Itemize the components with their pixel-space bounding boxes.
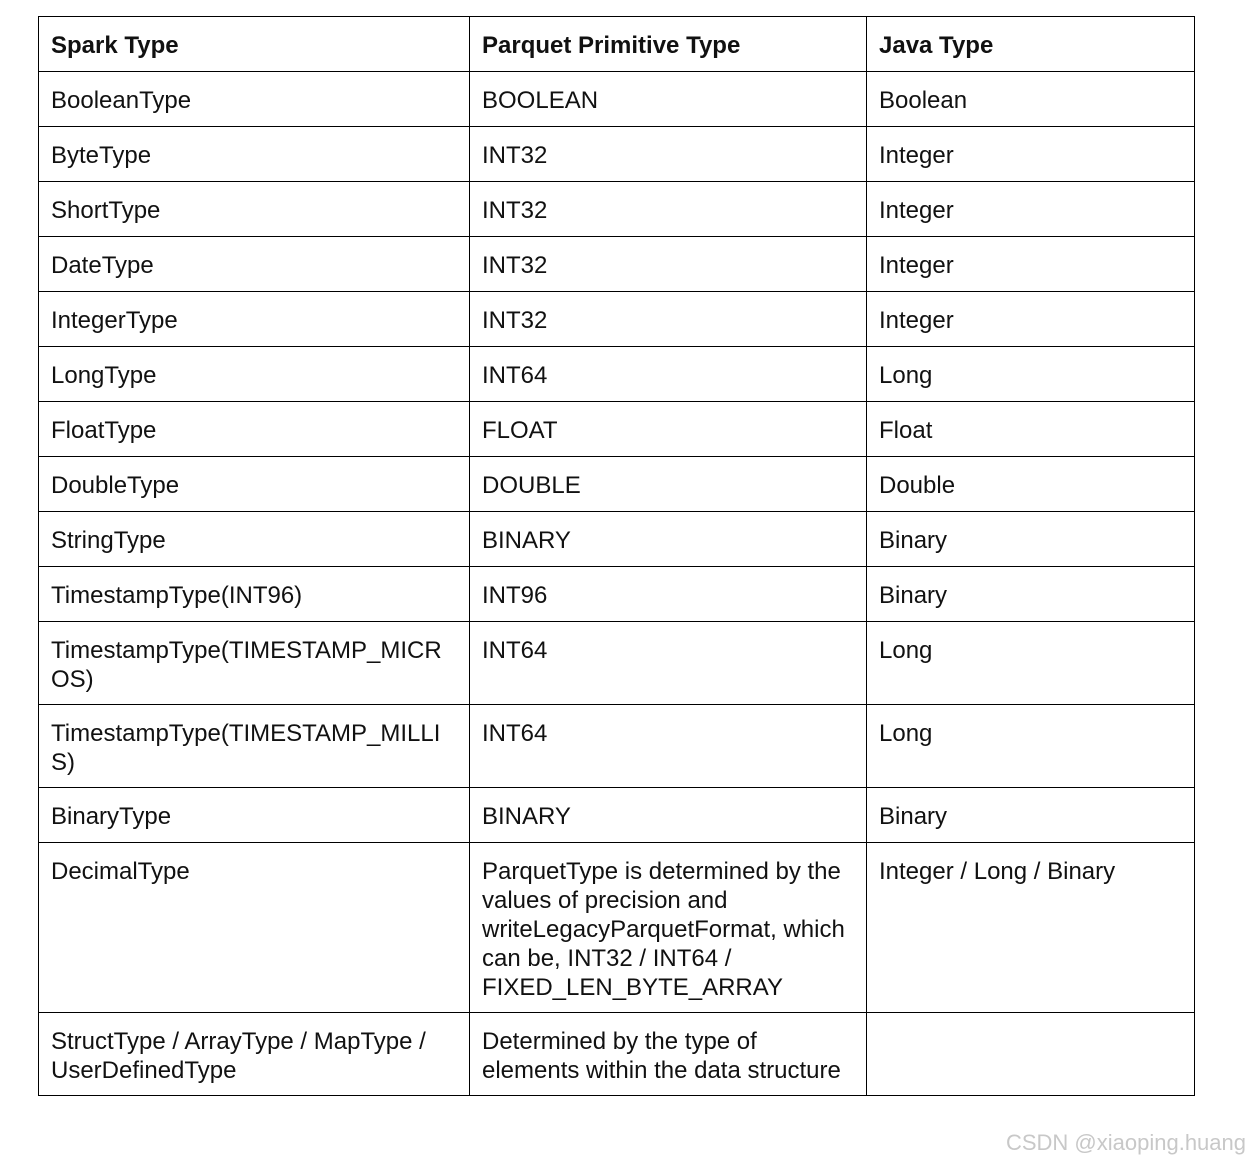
table-row (39, 182, 1195, 237)
spark-type-cell: IntegerType (39, 292, 470, 347)
java-type-cell: Long (867, 705, 1195, 788)
table-row (39, 622, 1195, 705)
table-row (39, 843, 1195, 1013)
java-type-cell: Long (867, 347, 1195, 402)
spark-type-cell: StringType (39, 512, 470, 567)
java-type-cell: Binary (867, 788, 1195, 843)
parquet-type-cell: BOOLEAN (470, 72, 867, 127)
parquet-type-cell: INT64 (470, 705, 867, 788)
parquet-type-cell: Determined by the type of elements within the data structure (470, 1013, 867, 1096)
java-type-cell: Double (867, 457, 1195, 512)
spark-type-cell: DateType (39, 237, 470, 292)
spark-type-cell: DecimalType (39, 843, 470, 1013)
table-row (39, 72, 1195, 127)
parquet-type-cell: INT96 (470, 567, 867, 622)
java-type-cell: Integer (867, 127, 1195, 182)
table-row (39, 705, 1195, 788)
table-row (39, 292, 1195, 347)
table-row (39, 127, 1195, 182)
java-type-cell: Integer (867, 292, 1195, 347)
java-type-cell: Integer (867, 237, 1195, 292)
type-mapping-table (38, 16, 1195, 1096)
spark-type-cell: DoubleType (39, 457, 470, 512)
java-type-cell (867, 1013, 1195, 1096)
table-row (39, 402, 1195, 457)
parquet-type-cell: INT32 (470, 182, 867, 237)
table-row (39, 788, 1195, 843)
spark-type-cell: LongType (39, 347, 470, 402)
java-type-cell: Integer (867, 182, 1195, 237)
parquet-type-cell: INT64 (470, 347, 867, 402)
table-row (39, 457, 1195, 512)
parquet-type-cell: BINARY (470, 788, 867, 843)
parquet-type-cell: BINARY (470, 512, 867, 567)
parquet-type-cell: INT32 (470, 237, 867, 292)
header-java-type: Java Type (867, 17, 1195, 72)
spark-type-cell: TimestampType(TIMESTAMP_MICROS) (39, 622, 470, 705)
table-row (39, 567, 1195, 622)
watermark: CSDN @xiaoping.huang (1005, 1130, 1246, 1155)
spark-type-cell: FloatType (39, 402, 470, 457)
header-parquet-primitive-type: Parquet Primitive Type (470, 17, 867, 72)
parquet-type-cell: INT64 (470, 622, 867, 705)
spark-type-cell: TimestampType(TIMESTAMP_MILLIS) (39, 705, 470, 788)
java-type-cell: Float (867, 402, 1195, 457)
parquet-type-cell: DOUBLE (470, 457, 867, 512)
java-type-cell: Long (867, 622, 1195, 705)
table-row (39, 237, 1195, 292)
spark-type-cell: BinaryType (39, 788, 470, 843)
table-row (39, 347, 1195, 402)
java-type-cell: Boolean (867, 72, 1195, 127)
table-row (39, 1013, 1195, 1096)
parquet-type-cell: FLOAT (470, 402, 867, 457)
spark-type-cell: TimestampType(INT96) (39, 567, 470, 622)
spark-type-cell: ByteType (39, 127, 470, 182)
header-spark-type: Spark Type (39, 17, 470, 72)
table-row (39, 512, 1195, 567)
parquet-type-cell: INT32 (470, 292, 867, 347)
java-type-cell: Integer / Long / Binary (867, 843, 1195, 1013)
spark-type-cell: BooleanType (39, 72, 470, 127)
parquet-type-cell: ParquetType is determined by the values of precision and writeLegacyParquetFormat, which can be, INT32 / INT64 / FIXED_LEN_BYTE_ARRAY (470, 843, 867, 1013)
parquet-type-cell: INT32 (470, 127, 867, 182)
spark-type-cell: ShortType (39, 182, 470, 237)
java-type-cell: Binary (867, 512, 1195, 567)
spark-type-cell: StructType / ArrayType / MapType / UserDefinedType (39, 1013, 470, 1096)
java-type-cell: Binary (867, 567, 1195, 622)
table-header-row (39, 17, 1195, 72)
